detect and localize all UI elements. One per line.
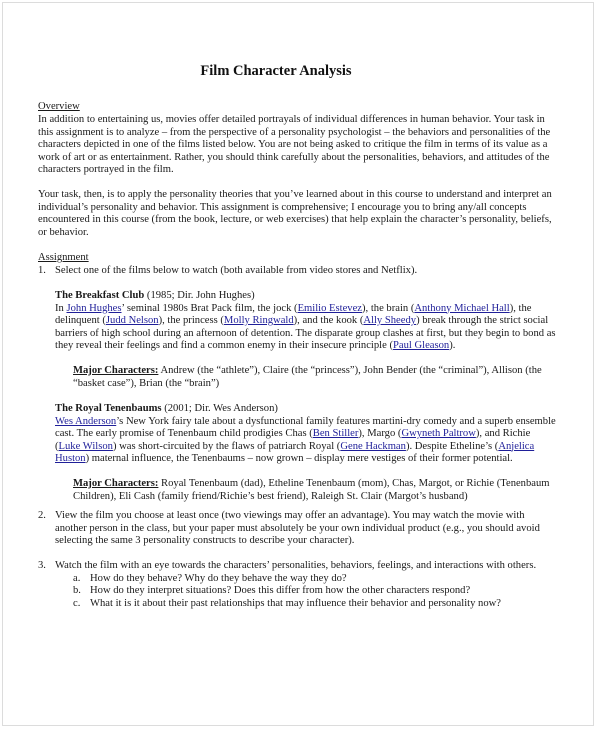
- text-span: Royal Tenenbaum (dad), Etheline Tenenbaum (mom), Chas, Margot, or Richie (Tenenbaum: [158, 478, 550, 489]
- film-description-line: [55, 416, 556, 429]
- sublist-item-text: How do they behave? Why do they behave the way they do?: [90, 572, 347, 584]
- link-gene-hackman[interactable]: Gene Hackman: [340, 440, 406, 452]
- text-span: ), Margo (: [358, 428, 402, 439]
- major-characters-label: Major Characters:: [73, 365, 159, 376]
- text-span: (: [55, 440, 59, 452]
- film-meta: (1985; Dir. John Hughes): [144, 290, 255, 301]
- text-span: ’s New York fairy tale about a dysfunctional family features martini-dry comedy and a superb ensemble: [116, 415, 556, 427]
- link-anjelica-huston-cont[interactable]: Huston: [55, 453, 86, 464]
- text-span: ), the brain (: [362, 302, 415, 314]
- page-title: Film Character Analysis: [200, 63, 352, 79]
- film-description-line: [55, 441, 534, 454]
- overview-p2-line: encountered in this course (from the book, lecture, or web exercises) that help explain the character’s personality, beliefs,: [38, 214, 552, 225]
- text-span: ). Despite Etheline’s (: [405, 440, 499, 452]
- major-characters-line: [73, 478, 550, 491]
- major-characters-line: [73, 365, 542, 378]
- text-span: cast. The early promise of Tenenbaum child prodigies Chas (: [55, 428, 313, 439]
- overview-p1-line: this assignment is to analyze – from the perspective of a personality psychologist – the behaviors and personalities of the: [38, 126, 551, 138]
- link-ben-stiller[interactable]: Ben Stiller: [312, 428, 359, 439]
- text-span: ), the princess (: [158, 315, 224, 326]
- list-item-text: selecting the same 3 personality constructs to describe your character).: [55, 535, 355, 546]
- list-number: 1.: [38, 264, 46, 276]
- link-luke-wilson[interactable]: Luke Wilson: [58, 440, 113, 452]
- major-characters-label: Major Characters:: [73, 478, 159, 489]
- text-span: delinquent (: [55, 315, 106, 326]
- text-span: In: [55, 302, 67, 314]
- major-characters-line: Children), Eli Cash (family friend/Richie’s best friend), Raleigh St. Clair (Margot’s husband): [73, 490, 468, 502]
- overview-p2-line: or behavior.: [38, 226, 89, 238]
- link-judd-nelson[interactable]: Judd Nelson: [105, 315, 159, 326]
- text-span: they reveal their feelings and find a common enemy in their insecure principle (: [55, 340, 393, 351]
- text-span: ).: [449, 340, 456, 351]
- film-description-line: [55, 315, 548, 328]
- list-item-text: another person in the class, but your paper must absolutely be your own individual product (e.g., you should avoid: [55, 522, 540, 534]
- text-span: ) break through the strict social: [416, 315, 549, 326]
- list-number: 3.: [38, 560, 46, 571]
- major-characters-line: “basket case”), Brian (the “brain”): [73, 377, 220, 389]
- overview-p1-line: characters depicted in one of the films listed below. You are not being asked to critique the film in terms of its value as a: [38, 139, 548, 150]
- link-molly-ringwald[interactable]: Molly Ringwald: [223, 315, 294, 326]
- film-description-line: [55, 453, 513, 466]
- film-description-line: barriers of high school during an afternoon of detention. The disparate group clashes at first, but they begin to bond as: [55, 327, 556, 339]
- assignment-heading: Assignment: [38, 252, 89, 263]
- text-span: ), the: [509, 302, 532, 314]
- list-item-text: View the film you choose at least once (two viewings may offer an advantage). You may watch the movie with: [55, 510, 525, 521]
- text-span: ), and Richie: [475, 428, 531, 439]
- film-heading: [55, 403, 278, 416]
- list-item-text: Watch the film with an eye towards the characters’ personalities, behaviors, feelings, and interactions with others.: [55, 560, 537, 571]
- sublist-item-text: How do they interpret situations? Does this differ from how the other characters respond?: [90, 585, 471, 596]
- sublist-letter: b.: [73, 585, 81, 596]
- film-meta: (2001; Dir. Wes Anderson): [161, 403, 278, 414]
- link-emilio-estevez[interactable]: Emilio Estevez: [297, 302, 362, 314]
- list-item-text: Select one of the films below to watch (both available from video stores and Netflix).: [55, 264, 418, 276]
- text-span: ’ seminal 1980s Brat Pack film, the jock (: [121, 302, 298, 314]
- overview-p1-line: characters portrayed in the film.: [38, 164, 174, 175]
- text-span: ) was short-circuited by the flaws of patriarch Royal (: [112, 440, 341, 452]
- text-span: Andrew (the “athlete”), Claire (the “princess”), John Bender (the “criminal”), Allison (the: [158, 365, 542, 376]
- overview-p2-line: individual’s personality and behavior. This assignment is comprehensive; I encourage you to bring any/all concepts: [38, 201, 527, 213]
- film-description-line: [55, 303, 531, 316]
- film-heading: [55, 290, 255, 303]
- link-anjelica-huston[interactable]: Anjelica: [498, 440, 535, 452]
- overview-p1-line: In addition to entertaining us, movies offer detailed portrayals of individual differences in human behavior. Your task in: [38, 114, 545, 125]
- overview-p1-line: work of art or as entertainment. Rather, you should think carefully about the personalities, behaviors, and attitudes of the: [38, 151, 550, 163]
- text-span: ) maternal influence, the Tenenbaums – now grown – display mere vestiges of their former potential.: [85, 453, 513, 464]
- overview-heading: Overview: [38, 101, 80, 112]
- link-gwyneth-paltrow[interactable]: Gwyneth Paltrow: [401, 428, 476, 439]
- sublist-letter: c.: [73, 597, 81, 609]
- link-paul-gleason[interactable]: Paul Gleason: [393, 340, 450, 351]
- film-description-line: [55, 340, 455, 353]
- overview-p2-line: Your task, then, is to apply the personality theories that you’ve learned about in this course to understand and interpret an: [38, 189, 552, 200]
- link-ally-sheedy[interactable]: Ally Sheedy: [363, 315, 417, 326]
- link-anthony-michael-hall[interactable]: Anthony Michael Hall: [414, 302, 510, 314]
- film-description-line: [55, 428, 530, 441]
- link-wes-anderson[interactable]: Wes Anderson: [55, 415, 117, 427]
- film-title: The Breakfast Club: [55, 290, 145, 301]
- film-title: The Royal Tenenbaums: [55, 403, 162, 414]
- sublist-item-text: What it is it about their past relationships that may influence their behavior and personality now?: [90, 597, 501, 609]
- link-john-hughes[interactable]: John Hughes: [66, 302, 122, 314]
- sublist-letter: a.: [73, 572, 81, 584]
- text-span: ), and the kook (: [293, 315, 364, 326]
- list-number: 2.: [38, 510, 46, 521]
- document-page: [2, 2, 594, 726]
